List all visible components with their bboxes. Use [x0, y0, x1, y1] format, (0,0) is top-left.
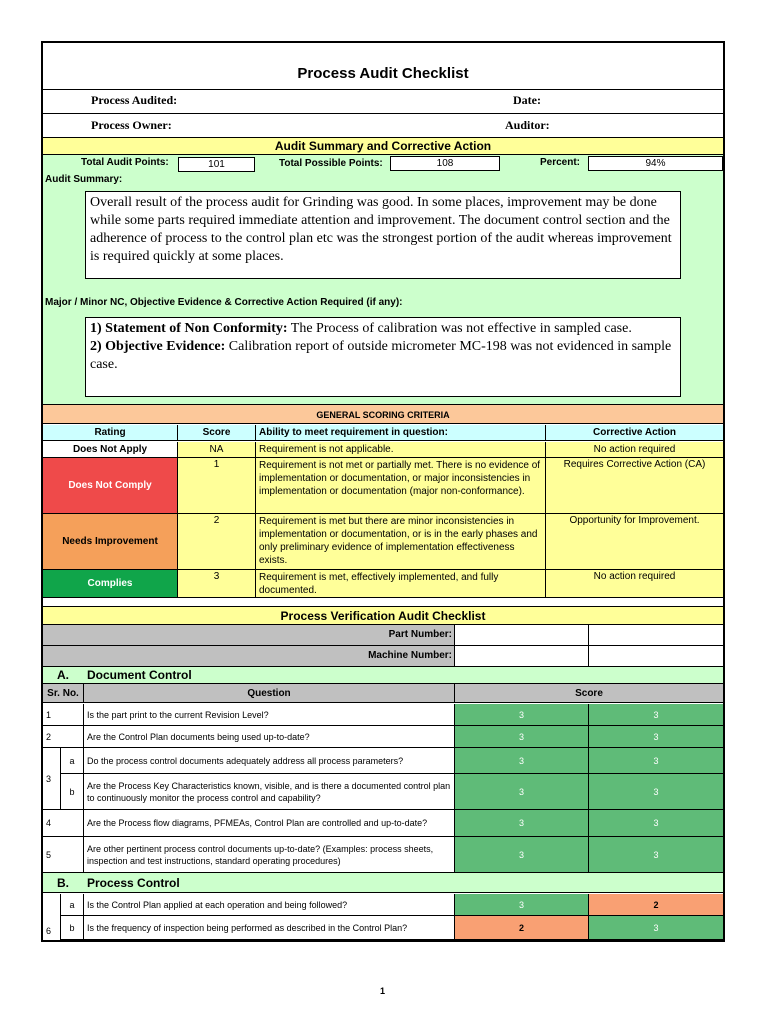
machine-number-row — [43, 646, 455, 667]
criteria-col-rating: Rating — [43, 425, 178, 441]
row-question: Are the Process flow diagrams, PFMEAs, Control Plan are controlled and up-to-date? — [84, 810, 455, 837]
score-cell-1[interactable]: 3 — [455, 810, 589, 837]
criteria-col-ability: Ability to meet requirement in question: — [256, 425, 546, 441]
percent-value: 94% — [588, 156, 723, 171]
process-audited-label: Process Audited: — [91, 93, 178, 107]
section-a-title: Document Control — [87, 668, 192, 682]
section-a-heading — [43, 667, 723, 684]
machine-number-label: Machine Number: — [368, 650, 452, 661]
row-sub: a — [61, 894, 84, 916]
row-srno: 6 — [46, 926, 52, 936]
verification-title: Process Verification Audit Checklist — [43, 606, 723, 625]
criteria-row — [43, 514, 723, 570]
score-cell-1[interactable]: 3 — [455, 726, 589, 748]
audit-summary-panel — [43, 155, 723, 404]
total-possible-points-value: 108 — [390, 156, 500, 171]
criteria-ability: Requirement is not met or partially met. There is no evidence of implementation or documentation, or major inconsistencies in implementation or documentation (major non-conformance). — [256, 458, 546, 514]
criteria-row — [43, 442, 723, 458]
criteria-action: Requires Corrective Action (CA) — [546, 458, 723, 514]
row-srno: 1 — [43, 704, 84, 726]
score-cell-2[interactable]: 3 — [589, 726, 723, 748]
audit-summary-text: Overall result of the process audit for Grinding was good. In some places, improvement may be done while some parts required immediate attention and improvement. The document control section and the adherence of process to the control plan etc was the strongest portion of the audit whereas improvement is required quickly at some places. — [85, 191, 681, 279]
row-srno: 2 — [43, 726, 84, 748]
auditor-label: Auditor: — [505, 118, 550, 132]
criteria-score: 2 — [178, 514, 256, 570]
table-row — [61, 748, 723, 774]
score-cell-1[interactable]: 3 — [455, 837, 589, 873]
section-b-letter: B. — [57, 876, 69, 890]
table-row — [43, 726, 723, 748]
total-audit-points-label: Total Audit Points: — [81, 157, 169, 168]
criteria-row — [43, 570, 723, 598]
criteria-action: Opportunity for Improvement. — [546, 514, 723, 570]
criteria-ability: Requirement is not applicable. — [256, 442, 546, 458]
nc-text-box — [85, 317, 681, 397]
criteria-col-action: Corrective Action — [593, 427, 676, 438]
date-label: Date: — [513, 93, 541, 107]
criteria-score: NA — [178, 442, 256, 458]
section-b-heading — [43, 873, 723, 893]
table-row — [43, 810, 723, 837]
score-cell-2[interactable]: 3 — [589, 748, 723, 774]
row-question: Are the Control Plan documents being used up-to-date? — [84, 726, 455, 748]
col-question: Question — [84, 684, 455, 703]
score-cell-2[interactable]: 3 — [589, 774, 723, 810]
score-cell-2[interactable]: 3 — [589, 837, 723, 873]
rating-needs-improvement: Needs Improvement — [43, 514, 178, 570]
page-number: 1 — [380, 986, 386, 996]
rating-does-not-apply: Does Not Apply — [43, 442, 178, 458]
row-question: Is the part print to the current Revision Level? — [84, 704, 455, 726]
row-srno: 5 — [43, 837, 84, 873]
score-cell-1[interactable]: 2 — [455, 916, 589, 940]
score-cell-2[interactable]: 2 — [589, 894, 723, 916]
row-sub: b — [61, 774, 84, 810]
score-cell-2[interactable]: 3 — [589, 916, 723, 940]
criteria-header-row — [43, 425, 723, 441]
total-audit-points-value: 101 — [178, 157, 255, 172]
row-sub: a — [61, 748, 84, 774]
part-number-field-2[interactable] — [589, 625, 723, 646]
score-cell-1[interactable]: 3 — [455, 894, 589, 916]
row-question: Are the Process Key Characteristics known, visible, and is there a documented control plan to continuously monitor the process control and capability? — [84, 774, 455, 810]
score-cell-2[interactable]: 3 — [589, 704, 723, 726]
nc-evidence: 2) Objective Evidence: Calibration report of outside micrometer MC-198 was not evidenced in sample case. — [90, 339, 672, 372]
col-score: Score — [575, 688, 603, 699]
criteria-ability: Requirement is met but there are minor inconsistencies in implementation or documentation, or is in the early phases and only preliminary evidence of implementation effectiveness exists. — [256, 514, 546, 570]
rating-does-not-comply: Does Not Comply — [43, 458, 178, 514]
criteria-col-score: Score — [178, 425, 256, 441]
score-cell-1[interactable]: 3 — [455, 704, 589, 726]
table-row — [43, 837, 723, 873]
row-srno: 3 — [43, 748, 61, 810]
checklist-sheet — [41, 41, 725, 942]
criteria-row — [43, 458, 723, 514]
section-b-title: Process Control — [87, 876, 180, 890]
nc-label: Major / Minor NC, Objective Evidence & Corrective Action Required (if any): — [45, 297, 403, 308]
section-a-letter: A. — [57, 668, 69, 682]
total-possible-points-label: Total Possible Points: — [279, 158, 383, 169]
checklist-header-row — [43, 684, 723, 703]
criteria-ability: Requirement is met, effectively implemented, and fully documented. — [256, 570, 546, 598]
rating-complies: Complies — [43, 570, 178, 598]
score-cell-1[interactable]: 3 — [455, 774, 589, 810]
page-title: Process Audit Checklist — [297, 65, 469, 82]
score-cell-1[interactable]: 3 — [455, 748, 589, 774]
row-srno: 4 — [43, 810, 84, 837]
criteria-score: 3 — [178, 570, 256, 598]
row-question: Are other pertinent process control documents up-to-date? (Examples: process sheets, inspection and test instructions, standard operating procedures) — [84, 837, 455, 873]
criteria-action: No action required — [546, 570, 723, 598]
part-number-row — [43, 625, 455, 646]
table-row — [43, 704, 723, 726]
table-row — [61, 916, 723, 940]
audit-summary-label: Audit Summary: — [45, 174, 123, 185]
table-row — [61, 774, 723, 810]
part-number-label: Part Number: — [388, 629, 452, 640]
row-srno-cell — [43, 894, 61, 940]
col-srno: Sr. No. — [43, 684, 84, 703]
row-question: Is the Control Plan applied at each operation and being followed? — [84, 894, 455, 916]
percent-label: Percent: — [540, 157, 581, 168]
row-sub: b — [61, 916, 84, 940]
criteria-action: No action required — [546, 442, 723, 458]
process-owner-label: Process Owner: — [91, 118, 172, 132]
row-question: Do the process control documents adequately address all process parameters? — [84, 748, 455, 774]
row-question: Is the frequency of inspection being performed as described in the Control Plan? — [84, 916, 455, 940]
table-row — [61, 894, 723, 916]
score-cell-2[interactable]: 3 — [589, 810, 723, 837]
scoring-criteria-title: GENERAL SCORING CRITERIA — [43, 404, 723, 424]
machine-number-field-2[interactable] — [589, 646, 723, 667]
machine-number-field-1[interactable] — [455, 646, 589, 667]
criteria-score: 1 — [178, 458, 256, 514]
audit-summary-section-title: Audit Summary and Corrective Action — [43, 138, 723, 155]
part-number-field-1[interactable] — [455, 625, 589, 646]
nc-statement: 1) Statement of Non Conformity: The Process of calibration was not effective in sampled case. — [90, 321, 632, 336]
